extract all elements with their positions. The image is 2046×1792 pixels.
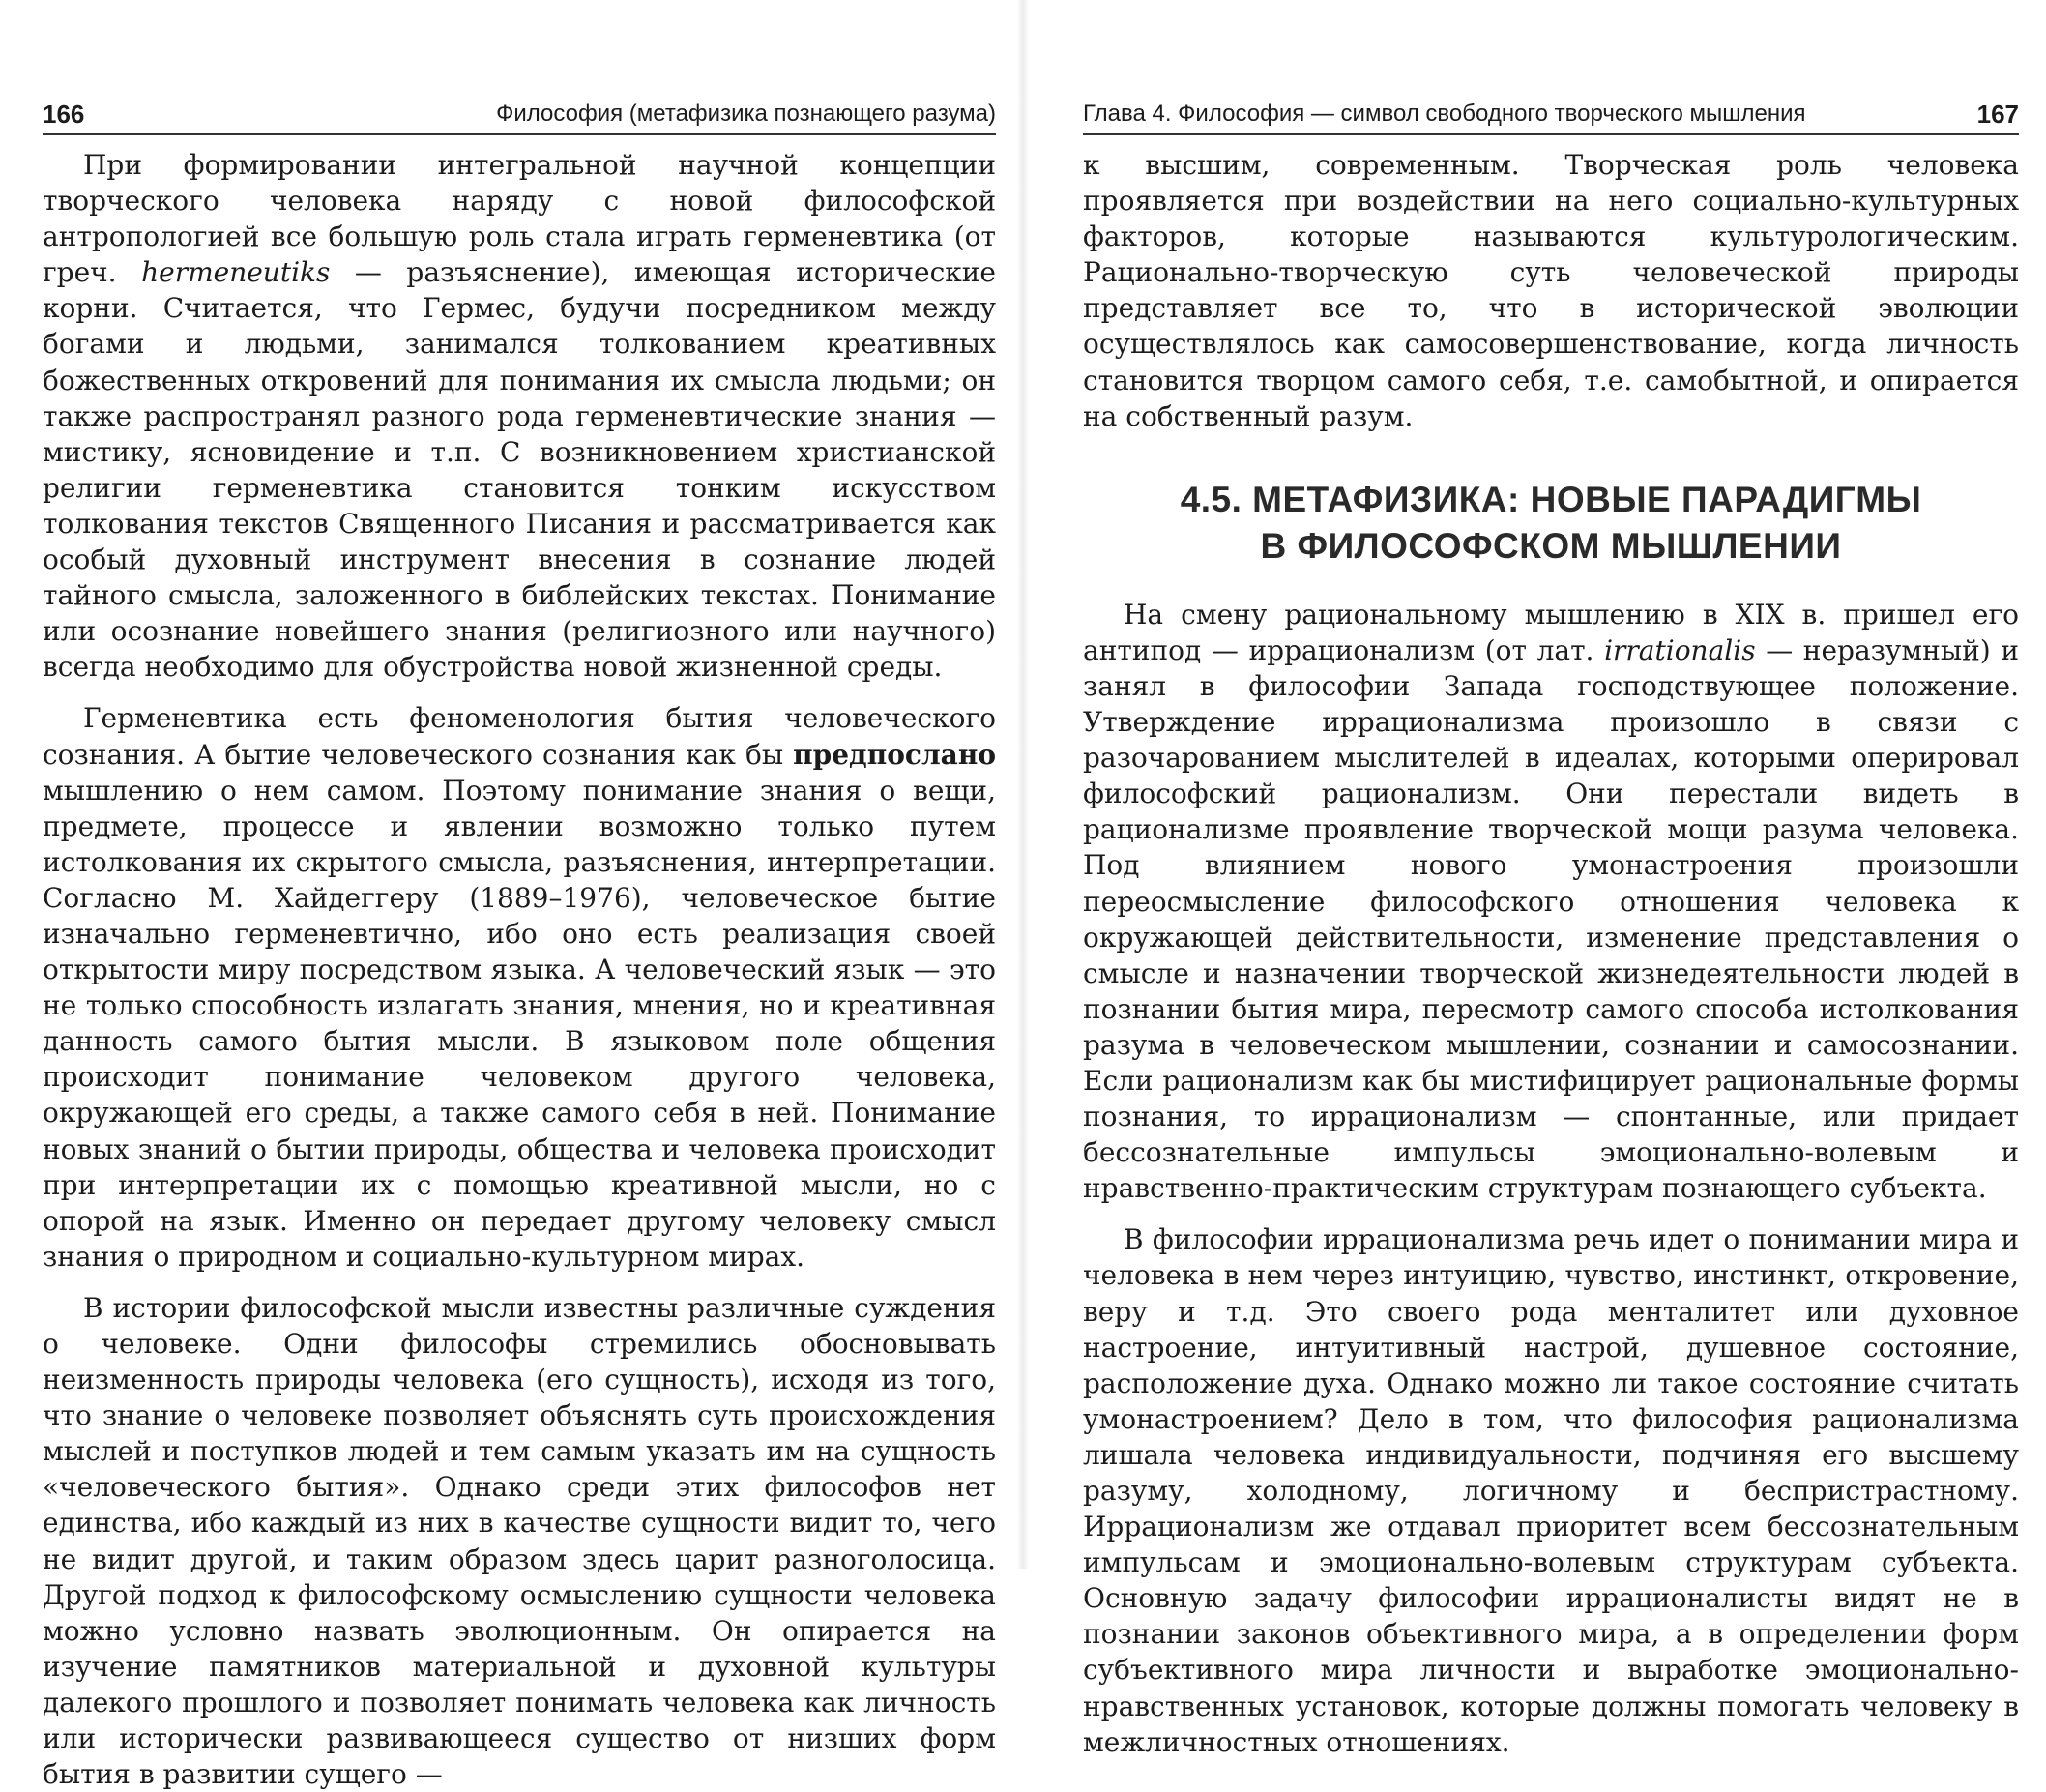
running-header-title: Философия (метафизика познающего разума) [496, 101, 996, 127]
paragraph-continuation: к высшим, современным. Творческая роль человека проявляется при воздействии на него социально-культурных факторов, которые называются культурологическим. Рационально-творческую суть человеческой природы представляет все то, что в исторической эволюции осуществлялось как самосовершенствование, когда личность становится творцом самого себя, т.е. самобытной, и опирается на собственный разум. [1083, 149, 2019, 432]
page-body [1083, 147, 2019, 1760]
page-number: 166 [43, 100, 85, 129]
paragraph: На смену рациональному мышлению в XIX в. пришел его антипод — иррационализм (от лат. irrationalis — неразумный) и занял в философии Запада господствующее положение. Утверждение иррационализма произошло в связи с разочарованием мыслителей в идеалах, которыми оперировал философский рационализм. Они перестали видеть в рационализме проявление творческой мощи разума человека. Под влиянием нового умонастроения произошли переосмысление философского отношения человека к окружающей действительности, изменение представления о смысле и назначении творческой жизнедеятельности людей в познании бытия мира, пересмотр самого способа истолкования разума в человеческом мышлении, сознании и самосознании. Если рационализм как бы мистифицирует рациональные формы познания, то иррационализм — спонтанные, или придает бессознательные импульсы эмоционально-волевым и нравственно-практическим структурам познающего субъекта. [1083, 598, 2019, 1205]
paragraph: Герменевтика есть феноменология бытия человеческого сознания. А бытие человеческого сознания как бы предпослано мышлению о нем самом. Поэтому понимание знания о вещи, предмете, процессе и явлении возможно только путем истолкования их скрытого смысла, разъяснения, интерпретации. Согласно М. Хайдеггеру (1889–1976), человеческое бытие изначально герменевтично, ибо оно есть реализация своей открытости миру посредством языка. А человеческий язык — это не только способность излагать знания, мнения, но и креативная данность самого бытия мысли. В языковом поле общения происходит понимание человеком другого человека, окружающей его среды, а также самого себя в ней. Понимание новых знаний о бытии природы, общества и человека происходит при интерпретации их с помощью креативной мысли, но с опорой на язык. Именно он передает другому человеку смысл знания о природном и социально-культурном мирах. [43, 702, 996, 1273]
section-heading: 4.5. МЕТАФИЗИКА: НОВЫЕ ПАРАДИГМЫ В ФИЛОСОФСКОМ МЫШЛЕНИИ [1180, 479, 1922, 566]
greek-term: hermeneutiks [141, 256, 331, 289]
left-page [0, 0, 1023, 1791]
emphasized-word: предпослано [793, 738, 996, 771]
running-header [1083, 95, 2019, 135]
running-header-title: Глава 4. Философия — символ свободного творческого мышления [1083, 101, 1806, 127]
right-page [1023, 0, 2046, 1758]
page-body [43, 147, 996, 1792]
paragraph: В философии иррационализма речь идет о понимании мира и человека в нем через интуицию, чувство, инстинкт, откровение, веру и т.д. Это своего рода менталитет или духовное настроение, интуитивный настрой, душевное состояние, расположение духа. Однако можно ли такое состояние считать умонастроением? Дело в том, что философия рационализма лишала человека индивидуальности, подчиняя его высшему разуму, холодному, логичному и беспристрастному. Иррационализм же отдавал приоритет всем бессознательным импульсам и эмоционально-волевым структурам субъекта. Основную задачу философии иррационалисты видят не в познании законов объективного мира, а в определении форм субъективного мира личности и выработке эмоционально-нравственных установок, которые должны помогать человеку в межличностных отношениях. [1083, 1223, 2019, 1758]
page-number: 167 [1976, 100, 2019, 129]
paragraph: В истории философской мысли известны различные суждения о человеке. Одни философы стремились обосновывать неизменность природы человека (его сущность), исходя из того, что знание о человеке позволяет объяснять суть происхождения мыслей и поступков людей и тем самым указать им на сущность «человеческого бытия». Однако среди этих философов нет единства, ибо каждый из них в качестве сущности видит то, чего не видит другой, и таким образом здесь царит разноголосица. Другой подход к философскому осмыслению сущности человека можно условно назвать эволюционным. Он опирается на изучение памятников материальной и духовной культуры далекого прошлого и позволяет понимать человека как личность или исторически развивающееся существо от низших форм бытия в развитии сущего — [43, 1291, 996, 1791]
running-header [43, 95, 996, 135]
latin-term: irrationalis [1604, 633, 1756, 666]
paragraph: При формировании интегральной научной концепции творческого человека наряду с новой философской антропологией все большую роль стала играть герменевтика (от греч. hermeneutiks — разъяснение), имеющая исторические корни. Считается, что Гермес, будучи посредником между богами и людьми, занимался толкованием креативных божественных откровений для понимания их смысла людьми; он также распространял разного рода герменевтические знания — мистику, ясновидение и т.п. С возникновением христианской религии герменевтика становится тонким искусством толкования текстов Священного Писания и рассматривается как особый духовный инструмент внесения в сознание людей тайного смысла, заложенного в библейских текстах. Понимание или осознание новейшего знания (религиозного или научного) всегда необходимо для обустройства новой жизненной среды. [43, 149, 996, 684]
